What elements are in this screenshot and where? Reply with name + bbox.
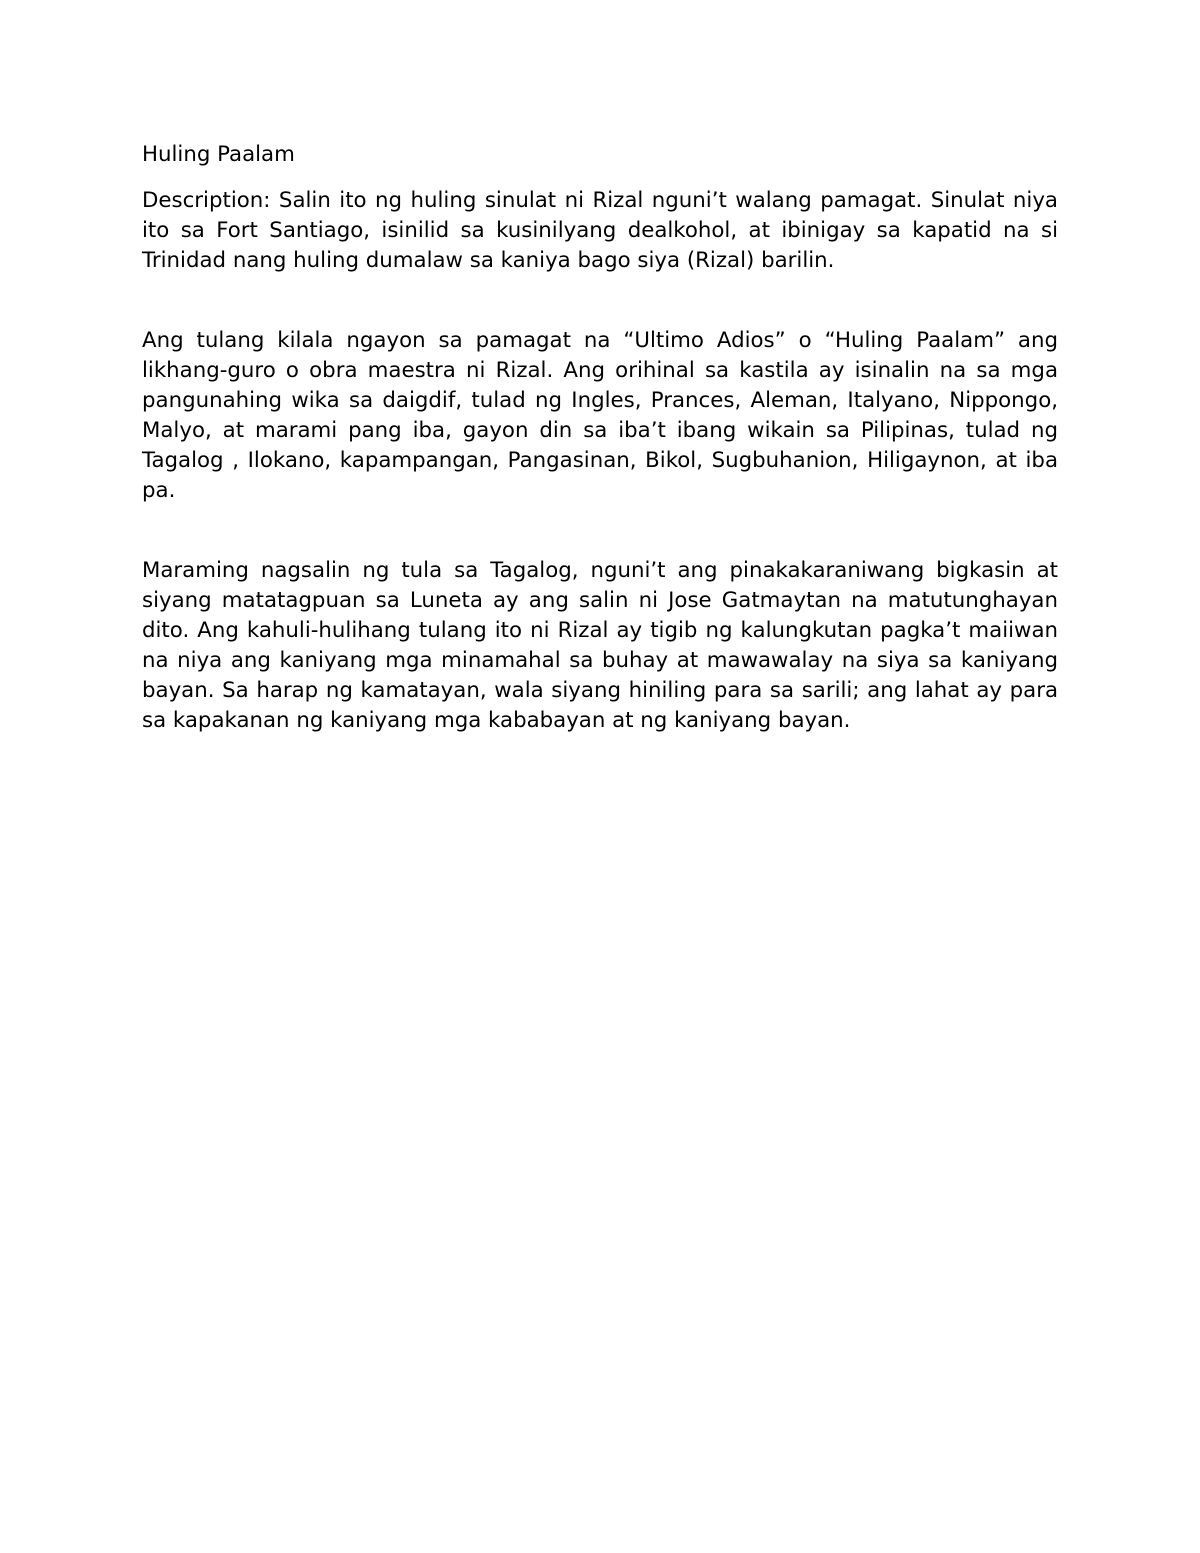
paragraph-spacer: [142, 276, 1058, 326]
document-title: Huling Paalam: [142, 142, 295, 167]
paragraph-ultimo-adios: Ang tulang kilala ngayon sa pamagat na “Ultimo Adios” o “Huling Paalam” ang likhang-guro o obra maestra ni Rizal. Ang orihinal sa kastila ay isinalin na sa mga pangunahing wika sa daigdif, tulad ng Ingles, Prances, Aleman, Italyano, Nippongo, Malyo, at marami pang iba, gayon din sa iba’t ibang wikain sa Pilipinas, tulad ng Tagalog , Ilokano, kapampangan, Pangasinan, Bikol, Sugbuhanion, Hiligaynon, at iba pa.: [142, 328, 1058, 503]
paragraph-description: Description: Salin ito ng huling sinulat ni Rizal nguni’t walang pamagat. Sinulat niya ito sa Fort Santiago, isinilid sa kusinilyang dealkohol, at ibinigay sa kapatid na si Trinidad nang huling dumalaw sa kaniya bago siya (Rizal) barilin.: [142, 188, 1058, 273]
document-body: [142, 140, 1058, 736]
paragraph-translations: Maraming nagsalin ng tula sa Tagalog, nguni’t ang pinakakaraniwang bigkasin at siyang matatagpuan sa Luneta ay ang salin ni Jose Gatmaytan na matutunghayan dito. Ang kahuli-hulihang tulang ito ni Rizal ay tigib ng kalungkutan pagka’t maiiwan na niya ang kaniyang mga minamahal sa buhay at mawawalay na siya sa kaniyang bayan. Sa harap ng kamatayan, wala siyang hiniling para sa sarili; ang lahat ay para sa kapakanan ng kaniyang mga kababayan at ng kaniyang bayan.: [142, 558, 1058, 733]
paragraph-spacer: [142, 506, 1058, 556]
